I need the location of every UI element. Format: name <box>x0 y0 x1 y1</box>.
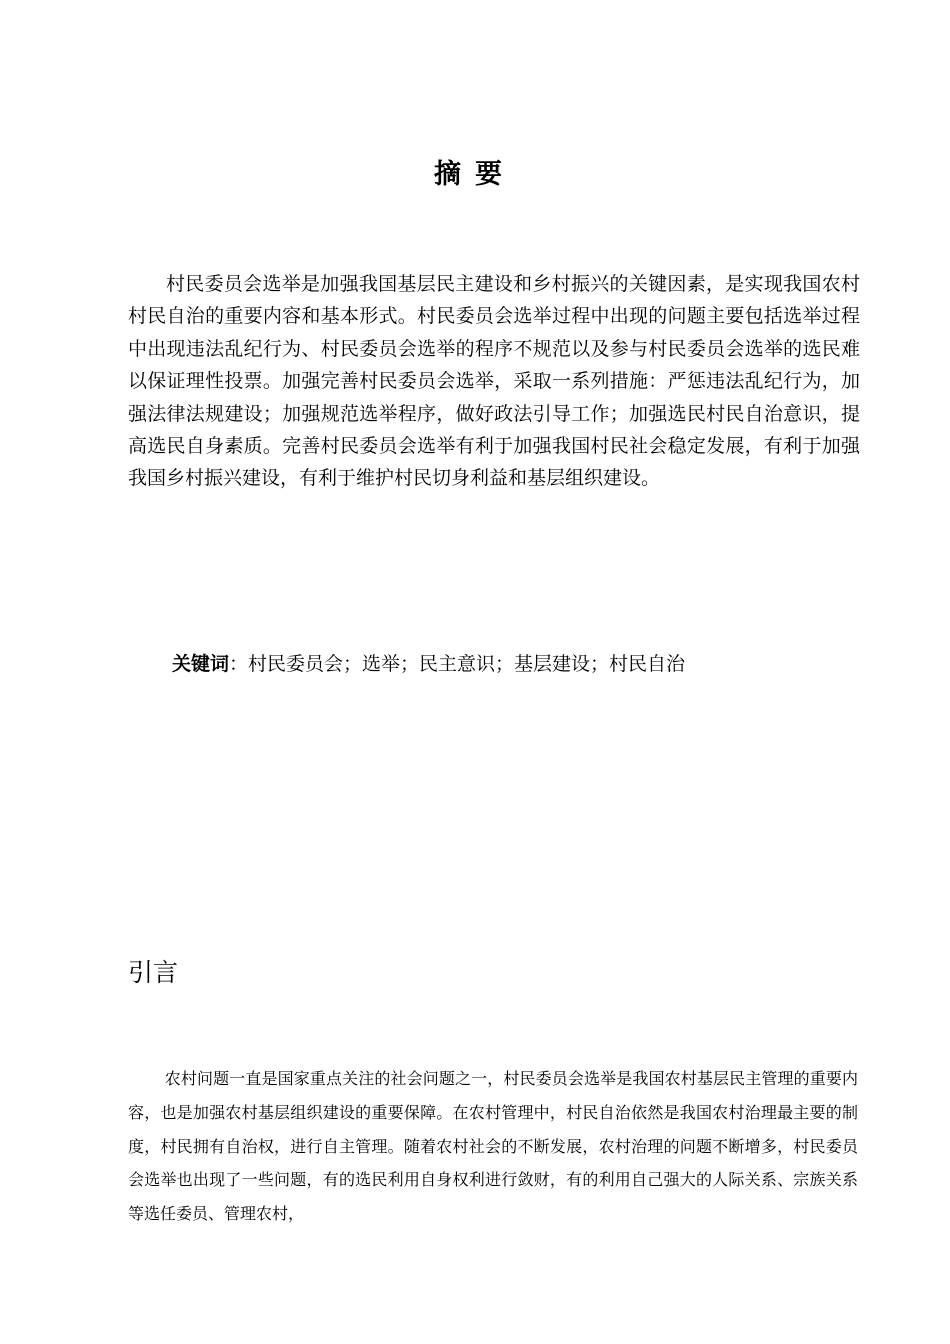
intro-body: 农村问题一直是国家重点关注的社会问题之一，村民委员会选举是我国农村基层民主管理的重要内容，也是加强农村基层组织建设的重要保障。在农村管理中，村民自治依然是我国农村治理最主要的制度，村民拥有自治权，进行自主管理。随着农村社会的不断发展，农村治理的问题不断增多，村民委员会选举也出现了一些问题，有的选民利用自身权利进行敛财，有的利用自己强大的人际关系、宗族关系等选任委员、管理农村， <box>128 1069 858 1224</box>
keywords-list: 村民委员会；选举；民主意识；基层建设；村民自治 <box>248 653 686 675</box>
abstract-body: 村民委员会选举是加强我国基层民主建设和乡村振兴的关键因素，是实现我国农村村民自治的重要内容和基本形式。村民委员会选举过程中出现的问题主要包括选举过程中出现违法乱纪行为、村民委员会选举的程序不规范以及参与村民委员会选举的选民难以保证理性投票。加强完善村民委员会选举，采取一系列措施：严惩违法乱纪行为，加强法律法规建设；加强规范选举程序，做好政法引导工作；加强选民村民自治意识，提高选民自身素质。完善村民委员会选举有利于加强我国村民社会稳定发展，有利于加强我国乡村振兴建设，有利于维护村民切身利益和基层组织建设。 <box>128 273 860 490</box>
keywords-line <box>172 648 872 680</box>
keywords-label: 关键词 <box>172 653 230 675</box>
intro-heading: 引言 <box>128 958 179 987</box>
keywords-separator: ： <box>229 653 249 675</box>
abstract-title: 摘要 <box>434 159 516 190</box>
